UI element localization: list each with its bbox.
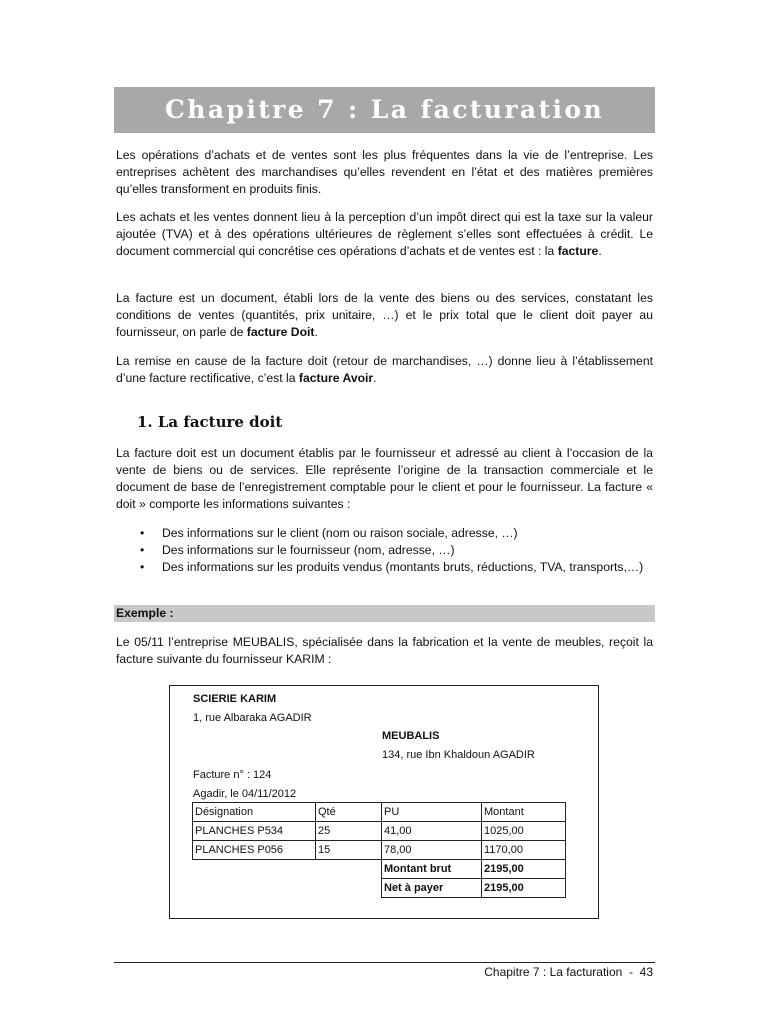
empty-cell — [316, 879, 382, 898]
cell-designation: PLANCHES P056 — [193, 841, 316, 860]
bullet-icon: • — [140, 560, 145, 574]
facture-term: facture — [557, 244, 599, 258]
facture-doit-term: facture Doit — [246, 325, 315, 339]
header-qty: Qté — [316, 803, 382, 822]
facture-avoir-term: facture Avoir — [298, 371, 374, 385]
bullet-item-products — [116, 559, 653, 576]
empty-cell — [193, 860, 316, 879]
intro-paragraph-4 — [116, 353, 653, 387]
cell-qty: 15 — [316, 841, 382, 860]
bullet-text: Des informations sur le fournisseur (nom, adresse, …) — [162, 543, 455, 557]
net-total-row — [193, 879, 566, 898]
intro-paragraph-2-end: . — [598, 244, 602, 258]
invoice-client-name: MEUBALIS — [382, 730, 440, 742]
section-heading-facture-doit: 1. La facture doit — [137, 413, 283, 431]
cell-montant: 1025,00 — [482, 822, 566, 841]
intro-paragraph-3 — [116, 290, 653, 341]
bullet-text: Des informations sur le client (nom ou raison sociale, adresse, …) — [162, 526, 518, 540]
invoice-client-address: 134, rue Ibn Khaldoun AGADIR — [382, 749, 535, 761]
intro-paragraph-1: Les opérations d’achats et de ventes sont les plus fréquentes dans la vie de l’entreprise. Les entreprises achètent des marchandises qu’elles revendent en l’état et des matières premières qu’elles transforment en produits finis. — [116, 148, 653, 196]
invoice-number: Facture n° : 124 — [193, 769, 272, 781]
intro-paragraph-2-text: Les achats et les ventes donnent lieu à la perception d’un impôt direct qui est la taxe sur la valeur ajoutée (TVA) et à des opérations ultérieures de règlement s’elles sont effectuées à crédit. Le document commercial qui concrétise ces opérations d’achats et de ventes est : la — [116, 210, 653, 258]
table-row — [193, 841, 566, 860]
gross-total-value: 2195,00 — [482, 860, 566, 879]
header-pu: PU — [382, 803, 482, 822]
cell-pu: 41,00 — [382, 822, 482, 841]
table-header-row — [193, 803, 566, 822]
invoice-supplier-name: SCIERIE KARIM — [193, 693, 277, 705]
example-label: Exemple : — [114, 605, 655, 622]
cell-pu: 78,00 — [382, 841, 482, 860]
info-bullet-list — [116, 525, 653, 576]
bullet-icon: • — [140, 526, 145, 540]
section-paragraph: La facture doit est un document établis par le fournisseur et adressé au client à l’occasion de la vente de biens ou de services. Elle représente l’origine de la transaction commerciale et le document de base de l’enregistrement comptable pour le client et pour le fournisseur. La facture « doit » comporte les informations suivantes : — [116, 446, 653, 511]
invoice-box — [169, 685, 599, 919]
bullet-text: Des informations sur les produits vendus (montants bruts, réductions, TVA, transports,…) — [162, 560, 644, 574]
footer-page-label: Chapitre 7 : La facturation - 43 — [484, 965, 653, 979]
cell-qty: 25 — [316, 822, 382, 841]
header-designation: Désignation — [193, 803, 316, 822]
bullet-item-client — [116, 525, 653, 542]
header-montant: Montant — [482, 803, 566, 822]
empty-cell — [193, 879, 316, 898]
net-total-value: 2195,00 — [482, 879, 566, 898]
intro-paragraph-4-text: La remise en cause de la facture doit (retour de marchandises, …) donne lieu à l’établissement d’une facture rectificative, c’est la — [116, 354, 653, 385]
gross-total-label: Montant brut — [382, 860, 482, 879]
intro-paragraph-2 — [116, 209, 653, 260]
gross-total-row — [193, 860, 566, 879]
net-total-label: Net à payer — [382, 879, 482, 898]
cell-designation: PLANCHES P534 — [193, 822, 316, 841]
intro-paragraph-4-end: . — [373, 371, 377, 385]
invoice-table — [192, 802, 566, 898]
example-paragraph: Le 05/11 l’entreprise MEUBALIS, spécialisée dans la fabrication et la vente de meubles, reçoit la facture suivante du fournisseur KARIM : — [116, 635, 653, 666]
chapter-title: Chapitre 7 : La facturation — [114, 87, 655, 133]
invoice-supplier-address: 1, rue Albaraka AGADIR — [193, 712, 312, 724]
bullet-item-supplier — [116, 542, 653, 559]
cell-montant: 1170,00 — [482, 841, 566, 860]
invoice-place-date: Agadir, le 04/11/2012 — [193, 788, 297, 800]
footer-divider — [114, 962, 655, 963]
intro-paragraph-3-text: La facture est un document, établi lors de la vente des biens ou des services, constatant les conditions de ventes (quantités, prix unitaire, …) et le prix total que le client doit payer au fournisseur, on parle de — [116, 291, 653, 339]
table-row — [193, 822, 566, 841]
intro-paragraph-3-end: . — [314, 325, 318, 339]
empty-cell — [316, 860, 382, 879]
bullet-icon: • — [140, 543, 145, 557]
